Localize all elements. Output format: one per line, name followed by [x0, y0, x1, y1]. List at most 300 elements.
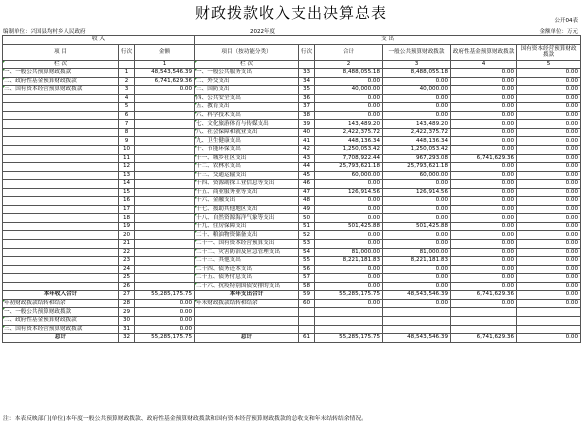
- general-budget-amount: 0.00: [383, 180, 451, 189]
- table-row: [3, 94, 581, 103]
- fund-budget-amount: 0.00: [451, 146, 517, 155]
- row-number: 25: [119, 274, 135, 283]
- state-capital-amount: 0.00: [517, 154, 581, 163]
- income-amount: [135, 180, 195, 189]
- table-row: [3, 231, 581, 240]
- expense-total: 0.00: [315, 205, 383, 214]
- state-capital-amount: 0.00: [517, 137, 581, 146]
- fund-budget-amount: 0.00: [451, 274, 517, 283]
- budget-table: [2, 35, 581, 343]
- row-number: 30: [119, 316, 135, 325]
- state-capital-amount: 0.00: [517, 94, 581, 103]
- row-number: 58: [299, 282, 315, 291]
- income-item: 二、政府性基金预算财政拨款: [3, 77, 119, 86]
- row-number: 17: [119, 205, 135, 214]
- row-number: 59: [299, 291, 315, 300]
- general-budget-amount: 2,422,375.72: [383, 128, 451, 137]
- table-row: [3, 222, 581, 231]
- income-amount: [135, 163, 195, 172]
- year-end-label: 年末财政拨款结转和结余: [195, 299, 299, 308]
- row-no-header: 行次: [119, 44, 135, 60]
- expense-item: 七、文化旅游体育与传媒支出: [195, 120, 299, 129]
- expense-total: 143,489.20: [315, 120, 383, 129]
- income-item: [3, 231, 119, 240]
- income-item: [3, 248, 119, 257]
- expense-item: 二十、粮油物资储备支出: [195, 231, 299, 240]
- row-number: 4: [119, 94, 135, 103]
- expense-item: 四、公共安全支出: [195, 94, 299, 103]
- expense-item: 九、卫生健康支出: [195, 137, 299, 146]
- table-row: [3, 274, 581, 283]
- income-item: [3, 154, 119, 163]
- income-amount: [135, 231, 195, 240]
- carry-item: 年初财政拨款结转和结余: [3, 299, 119, 308]
- carry-item: 一、一般公共预算财政拨款: [3, 308, 119, 317]
- year-end-fund: 0.00: [451, 299, 517, 308]
- table-row: [3, 77, 581, 86]
- income-item: 一、一般公共预算财政拨款: [3, 69, 119, 78]
- year-end-state: 0.00: [517, 299, 581, 308]
- table-row: [3, 205, 581, 214]
- column-number: 3: [383, 60, 451, 69]
- expense-total: 0.00: [315, 274, 383, 283]
- expense-total: 0.00: [315, 265, 383, 274]
- expense-item: 八、社会保障和就业支出: [195, 128, 299, 137]
- general-budget-amount: 0.00: [383, 231, 451, 240]
- table-row: [3, 137, 581, 146]
- state-capital-amount: 0.00: [517, 188, 581, 197]
- income-item: [3, 94, 119, 103]
- grand-total-state: 0.00: [517, 334, 581, 343]
- expense-item: 二十二、灾害防治及应急管理支出: [195, 248, 299, 257]
- state-capital-amount: 0.00: [517, 103, 581, 112]
- form-number: 公开04表: [554, 18, 578, 24]
- row-number: 36: [299, 94, 315, 103]
- general-budget-amount: 501,425.88: [383, 222, 451, 231]
- fund-budget-amount: 0.00: [451, 111, 517, 120]
- income-amount: [135, 154, 195, 163]
- table-row: [3, 111, 581, 120]
- table-row: [3, 154, 581, 163]
- expense-total: 0.00: [315, 77, 383, 86]
- income-amount: [135, 171, 195, 180]
- general-budget-amount: 81,000.00: [383, 248, 451, 257]
- state-capital-amount: 0.00: [517, 111, 581, 120]
- income-item: [3, 214, 119, 223]
- general-budget-amount: 0.00: [383, 282, 451, 291]
- income-amount: [135, 282, 195, 291]
- fund-budget-amount: 0.00: [451, 69, 517, 78]
- income-item: [3, 128, 119, 137]
- expense-total: 126,914.56: [315, 188, 383, 197]
- general-budget-amount: 8,488,055.18: [383, 69, 451, 78]
- expense-total: 8,488,055.18: [315, 69, 383, 78]
- expense-total: 1,250,053.42: [315, 146, 383, 155]
- income-item: [3, 197, 119, 206]
- state-capital-amount: 0.00: [517, 163, 581, 172]
- expense-total: 8,221,181.83: [315, 257, 383, 266]
- row-number: 41: [299, 137, 315, 146]
- income-amount: [135, 274, 195, 283]
- row-number: 50: [299, 214, 315, 223]
- fund-budget-amount: 0.00: [451, 265, 517, 274]
- expense-item: 十、节能环保支出: [195, 146, 299, 155]
- row-number: 20: [119, 231, 135, 240]
- expense-total: 7,708,922.44: [315, 154, 383, 163]
- expense-item: 十八、自然资源海洋气象等支出: [195, 214, 299, 223]
- row-number: 15: [119, 188, 135, 197]
- row-number: 35: [299, 86, 315, 95]
- general-budget-amount: 60,000.00: [383, 171, 451, 180]
- fund-budget-amount: 0.00: [451, 180, 517, 189]
- row-number: 40: [299, 128, 315, 137]
- table-row: [3, 120, 581, 129]
- expense-item: 十三、交通运输支出: [195, 171, 299, 180]
- table-row: [3, 171, 581, 180]
- general-budget-amount: 0.00: [383, 103, 451, 112]
- row-number: 24: [119, 265, 135, 274]
- expense-item: 二十三、其他支出: [195, 257, 299, 266]
- expense-total-general: 48,543,546.39: [383, 291, 451, 300]
- expense-item: 十二、农林水支出: [195, 163, 299, 172]
- fund-budget-amount: 0.00: [451, 171, 517, 180]
- income-amount: [135, 94, 195, 103]
- row-number: 1: [119, 69, 135, 78]
- general-budget-amount: 0.00: [383, 205, 451, 214]
- income-item: [3, 257, 119, 266]
- fund-budget-amount: 0.00: [451, 94, 517, 103]
- grand-total-label: 总计: [3, 334, 119, 343]
- total-header: 合计: [315, 44, 383, 60]
- row-number: 61: [299, 334, 315, 343]
- table-row: [3, 86, 581, 95]
- item-header: 项 目: [3, 44, 119, 60]
- row-number: 18: [119, 214, 135, 223]
- grand-total-general: 48,543,546.39: [383, 334, 451, 343]
- expense-item: 五、教育支出: [195, 103, 299, 112]
- income-item: [3, 188, 119, 197]
- expense-item: 二十五、债务付息支出: [195, 274, 299, 283]
- expense-item: 二十六、抗疫特别国债安排的支出: [195, 282, 299, 291]
- general-budget-amount: 448,136.34: [383, 137, 451, 146]
- fund-budget-amount: 0.00: [451, 222, 517, 231]
- table-row: [3, 163, 581, 172]
- general-budget-amount: 0.00: [383, 274, 451, 283]
- row-number: 3: [119, 86, 135, 95]
- expense-total: 0.00: [315, 197, 383, 206]
- table-row: [3, 240, 581, 249]
- general-budget-amount: 0.00: [383, 111, 451, 120]
- table-row: [3, 128, 581, 137]
- state-capital-amount: 0.00: [517, 248, 581, 257]
- income-amount: [135, 265, 195, 274]
- expense-item: 十一、城乡社区支出: [195, 154, 299, 163]
- expense-item: 二、外交支出: [195, 77, 299, 86]
- income-item: [3, 111, 119, 120]
- expense-total: 2,422,375.72: [315, 128, 383, 137]
- fund-budget-amount: 0.00: [451, 231, 517, 240]
- fund-budget-amount: 0.00: [451, 86, 517, 95]
- fund-budget-amount: 0.00: [451, 240, 517, 249]
- general-budget-amount: 1,250,053.42: [383, 146, 451, 155]
- row-number: 29: [119, 308, 135, 317]
- expense-total: 40,000.00: [315, 86, 383, 95]
- expense-total-label: 本年支出合计: [195, 291, 299, 300]
- row-number: 8: [119, 128, 135, 137]
- compiling-unit: 编制单位：兴国县均村乡人民政府: [3, 29, 86, 35]
- state-capital-amount: 0.00: [517, 120, 581, 129]
- func-item-header: 项目（按功能分类）: [195, 44, 299, 60]
- expense-total: 0.00: [315, 180, 383, 189]
- row-number: 13: [119, 171, 135, 180]
- fiscal-year: 2022年度: [250, 29, 275, 35]
- table-row: [3, 257, 581, 266]
- expense-total: 81,000.00: [315, 248, 383, 257]
- table-row: [3, 69, 581, 78]
- money-unit: 金额单位：万元: [539, 29, 578, 35]
- grand-total-expense: 55,285,175.75: [315, 334, 383, 343]
- row-number: 14: [119, 180, 135, 189]
- fund-budget-amount: 0.00: [451, 103, 517, 112]
- general-budget-amount: 0.00: [383, 265, 451, 274]
- row-number: 12: [119, 163, 135, 172]
- row-number: 31: [119, 325, 135, 334]
- general-budget-amount: 8,221,181.83: [383, 257, 451, 266]
- table-row: [3, 188, 581, 197]
- column-number-label: 栏 次: [195, 60, 299, 69]
- row-number: 51: [299, 222, 315, 231]
- expense-item: 十四、资源勘探工业信息等支出: [195, 180, 299, 189]
- income-item: 三、国有资本经营预算财政拨款: [3, 86, 119, 95]
- row-number: 16: [119, 197, 135, 206]
- table-row: [3, 214, 581, 223]
- row-number: 53: [299, 240, 315, 249]
- state-capital-amount: 0.00: [517, 77, 581, 86]
- expense-header: 支 出: [195, 36, 581, 45]
- expense-total: 60,000.00: [315, 171, 383, 180]
- row-number: 39: [299, 120, 315, 129]
- income-item: [3, 171, 119, 180]
- fund-budget-header: 政府性基金预算财政拨款: [451, 44, 517, 60]
- expense-total: 0.00: [315, 214, 383, 223]
- general-budget-amount: 126,914.56: [383, 188, 451, 197]
- row-number: 34: [299, 77, 315, 86]
- income-item: [3, 103, 119, 112]
- row-number: 45: [299, 171, 315, 180]
- row-number: 48: [299, 197, 315, 206]
- table-row: [3, 180, 581, 189]
- income-amount: [135, 205, 195, 214]
- carry-amount: 0.00: [135, 308, 195, 317]
- expense-item: 十七、援助其他地区支出: [195, 205, 299, 214]
- income-item: [3, 265, 119, 274]
- fund-budget-amount: 0.00: [451, 137, 517, 146]
- row-number: 37: [299, 103, 315, 112]
- row-number: 49: [299, 205, 315, 214]
- expense-item: 三、国防支出: [195, 86, 299, 95]
- row-number: 43: [299, 154, 315, 163]
- row-number: 6: [119, 111, 135, 120]
- row-number: 47: [299, 188, 315, 197]
- expense-item: 十六、金融支出: [195, 197, 299, 206]
- income-amount: [135, 137, 195, 146]
- row-number: 33: [299, 69, 315, 78]
- row-number: 42: [299, 146, 315, 155]
- row-number: 9: [119, 137, 135, 146]
- income-total-label: 本年收入合计: [3, 291, 119, 300]
- general-budget-amount: 0.00: [383, 94, 451, 103]
- row-number: 11: [119, 154, 135, 163]
- income-item: [3, 163, 119, 172]
- expense-total-fund: 6,741,629.36: [451, 291, 517, 300]
- fund-budget-amount: 0.00: [451, 163, 517, 172]
- general-budget-amount: 967,293.08: [383, 154, 451, 163]
- amount-header: 金额: [135, 44, 195, 60]
- general-budget-amount: 0.00: [383, 240, 451, 249]
- state-capital-amount: 0.00: [517, 282, 581, 291]
- fund-budget-amount: 0.00: [451, 257, 517, 266]
- grand-total-fund: 6,741,629.36: [451, 334, 517, 343]
- fund-budget-amount: 0.00: [451, 77, 517, 86]
- state-capital-amount: 0.00: [517, 231, 581, 240]
- carry-amount: 0.00: [135, 299, 195, 308]
- income-item: [3, 205, 119, 214]
- state-capital-amount: 0.00: [517, 274, 581, 283]
- state-capital-amount: 0.00: [517, 128, 581, 137]
- general-budget-amount: 0.00: [383, 197, 451, 206]
- income-amount: [135, 103, 195, 112]
- income-amount: [135, 146, 195, 155]
- row-number: 32: [119, 334, 135, 343]
- column-number-label: 栏 次: [3, 60, 119, 69]
- expense-total: 0.00: [315, 231, 383, 240]
- expense-item: 十五、商业服务业等支出: [195, 188, 299, 197]
- year-end-general: 0.00: [383, 299, 451, 308]
- income-amount: [135, 240, 195, 249]
- fund-budget-amount: 0.00: [451, 120, 517, 129]
- general-budget-amount: 0.00: [383, 214, 451, 223]
- income-amount: 6,741,629.36: [135, 77, 195, 86]
- row-number: 55: [299, 257, 315, 266]
- expense-total: 0.00: [315, 103, 383, 112]
- general-budget-header: 一般公共预算财政拨款: [383, 44, 451, 60]
- income-item: [3, 146, 119, 155]
- carry-item: 二、政府性基金预算财政拨款: [3, 316, 119, 325]
- expense-total: 501,425.88: [315, 222, 383, 231]
- income-amount: [135, 120, 195, 129]
- expense-item: 六、科学技术支出: [195, 111, 299, 120]
- year-end-total: 0.00: [315, 299, 383, 308]
- column-number: 1: [135, 60, 195, 69]
- row-number: 57: [299, 274, 315, 283]
- state-capital-amount: 0.00: [517, 222, 581, 231]
- income-amount: [135, 214, 195, 223]
- row-number: 21: [119, 240, 135, 249]
- expense-total: 25,793,621.18: [315, 163, 383, 172]
- row-number: 22: [119, 248, 135, 257]
- footnote: 注：本表反映部门(单位)本年度一般公共预算财政拨款、政府性基金预算财政拨款和国有资本经营预算财政拨款的总收支和年末结转结余情况。: [3, 416, 367, 422]
- state-capital-amount: 0.00: [517, 214, 581, 223]
- state-capital-amount: 0.00: [517, 146, 581, 155]
- income-amount: [135, 248, 195, 257]
- table-row: [3, 197, 581, 206]
- row-number: 44: [299, 163, 315, 172]
- general-budget-amount: 0.00: [383, 77, 451, 86]
- expense-item: 二十四、债务还本支出: [195, 265, 299, 274]
- income-amount: [135, 222, 195, 231]
- fund-budget-amount: 0.00: [451, 197, 517, 206]
- row-number: 2: [119, 77, 135, 86]
- row-no-header: 行次: [299, 44, 315, 60]
- fund-budget-amount: 0.00: [451, 248, 517, 257]
- column-number: 2: [315, 60, 383, 69]
- row-number: 60: [299, 299, 315, 308]
- grand-total-label: 总计: [195, 334, 299, 343]
- row-number: 26: [119, 282, 135, 291]
- row-number: 54: [299, 248, 315, 257]
- table-row: [3, 248, 581, 257]
- income-amount: [135, 188, 195, 197]
- fund-budget-amount: 6,741,629.36: [451, 154, 517, 163]
- row-number: 19: [119, 222, 135, 231]
- general-budget-amount: 143,489.20: [383, 120, 451, 129]
- expense-total: 0.00: [315, 111, 383, 120]
- column-number: 4: [451, 60, 517, 69]
- state-capital-amount: 0.00: [517, 205, 581, 214]
- row-number: 28: [119, 299, 135, 308]
- row-number: 23: [119, 257, 135, 266]
- expense-item: 一、一般公共服务支出: [195, 69, 299, 78]
- row-number: 38: [299, 111, 315, 120]
- row-number: 7: [119, 120, 135, 129]
- fund-budget-amount: 0.00: [451, 282, 517, 291]
- income-item: [3, 274, 119, 283]
- income-amount: 48,543,546.39: [135, 69, 195, 78]
- state-capital-header: 国有资本经营预算财政拨款: [517, 44, 581, 60]
- state-capital-amount: 0.00: [517, 240, 581, 249]
- income-item: [3, 137, 119, 146]
- income-item: [3, 180, 119, 189]
- carry-item: 三、国有资本经营预算财政拨款: [3, 325, 119, 334]
- state-capital-amount: 0.00: [517, 180, 581, 189]
- state-capital-amount: 0.00: [517, 257, 581, 266]
- row-number: 46: [299, 180, 315, 189]
- carry-amount: 0.00: [135, 316, 195, 325]
- expense-total: 0.00: [315, 282, 383, 291]
- state-capital-amount: 0.00: [517, 197, 581, 206]
- row-number: 56: [299, 265, 315, 274]
- expense-total: 0.00: [315, 240, 383, 249]
- income-total-amount: 55,285,175.75: [135, 291, 195, 300]
- expense-total: 0.00: [315, 94, 383, 103]
- table-row: [3, 265, 581, 274]
- expense-item: 十九、住房保障支出: [195, 222, 299, 231]
- expense-total: 55,285,175.75: [315, 291, 383, 300]
- state-capital-amount: 0.00: [517, 265, 581, 274]
- state-capital-amount: 0.00: [517, 171, 581, 180]
- income-header: 收 入: [3, 36, 195, 45]
- income-item: [3, 240, 119, 249]
- row-number: 10: [119, 146, 135, 155]
- page-title: 财政拨款收入支出决算总表: [194, 4, 387, 22]
- fund-budget-amount: 0.00: [451, 205, 517, 214]
- column-number: 5: [517, 60, 581, 69]
- income-amount: [135, 257, 195, 266]
- income-item: [3, 222, 119, 231]
- income-item: [3, 120, 119, 129]
- table-row: [3, 282, 581, 291]
- income-amount: 0.00: [135, 86, 195, 95]
